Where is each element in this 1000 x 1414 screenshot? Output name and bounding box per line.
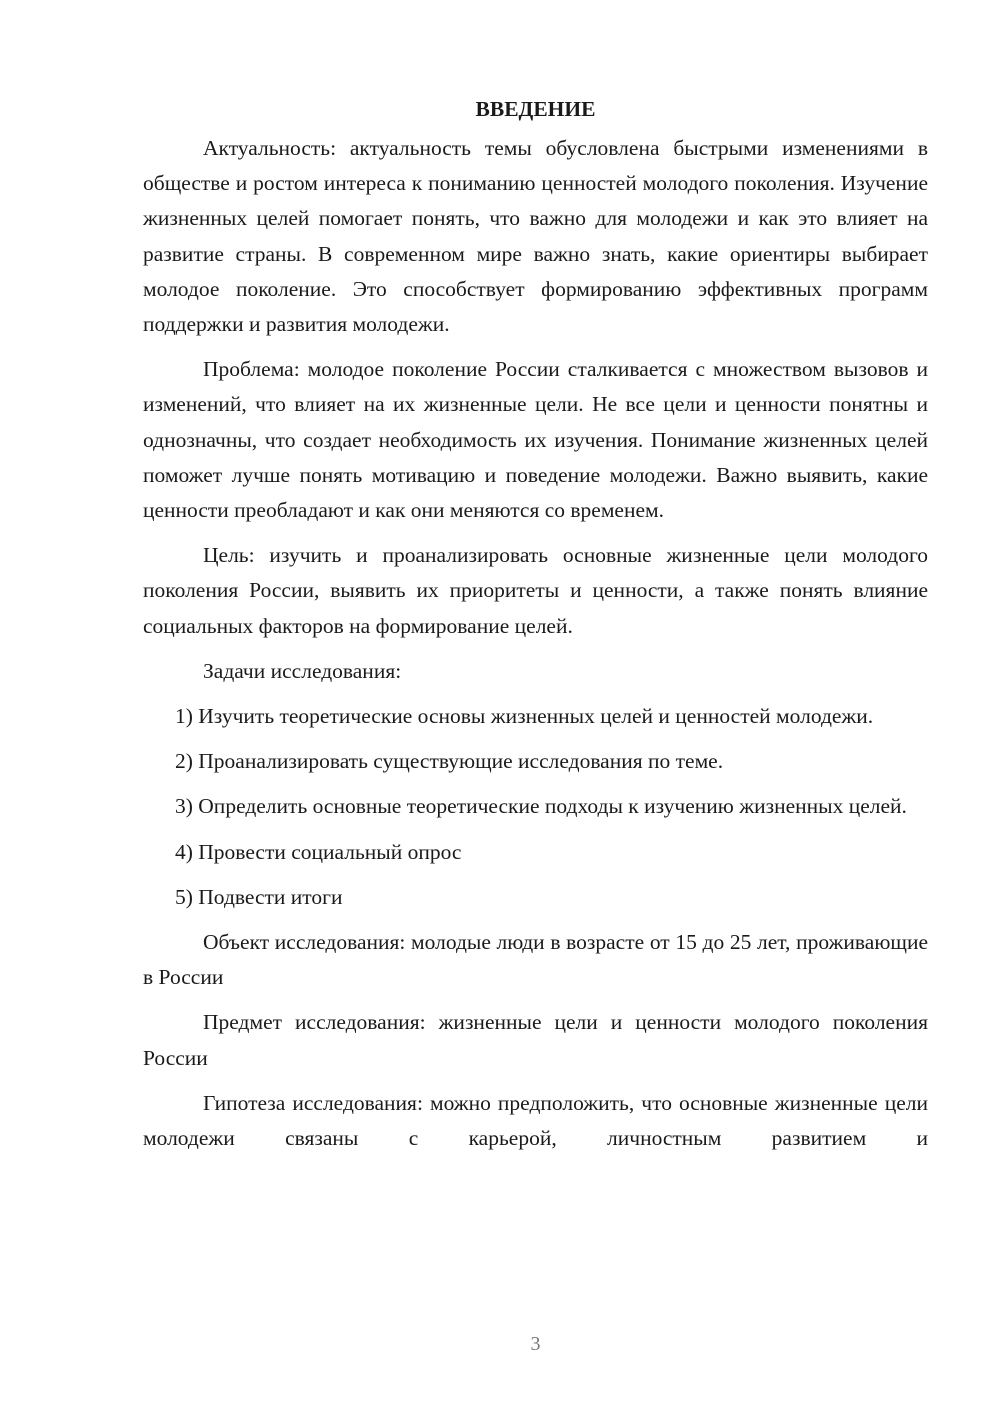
- document-page: [143, 92, 928, 1156]
- task-item: 5) Подвести итоги: [175, 884, 343, 909]
- task-item: 2) Проанализировать существующие исследования по теме.: [175, 749, 724, 774]
- task-item: 4) Провести социальный опрос: [175, 839, 462, 864]
- paragraph-subject: Предмет исследования: жизненные цели и ценности молодого поколения России: [143, 1010, 928, 1070]
- paragraph-object: Объект исследования: молодые люди в возрасте от 15 до 25 лет, проживающие в России: [143, 930, 928, 990]
- paragraph-hypothesis: Гипотеза исследования: можно предположить, что основные жизненные цели молодежи связаны с карьерой, личностным развитием и: [143, 1090, 928, 1151]
- paragraph-goal: Цель: изучить и проанализировать основные жизненные цели молодого поколения России, выявить их приоритеты и ценности, а также понять влияние социальных факторов на формирование целей.: [143, 543, 928, 638]
- tasks-heading: Задачи исследования:: [203, 658, 402, 683]
- paragraph-relevance: Актуальность: актуальность темы обусловлена быстрыми изменениями в обществе и ростом интереса к пониманию ценностей молодого поколения. Изучение жизненных целей помогает понять, что важно для молодежи и как это влияет на развитие страны. В современном мире важно знать, какие ориентиры выбирает молодое поколение. Это способствует формированию эффективных программ поддержки и развития молодежи.: [143, 136, 928, 337]
- paragraph-problem: Проблема: молодое поколение России сталкивается с множеством вызовов и изменений, что влияет на их жизненные цели. Не все цели и ценности понятны и однозначны, что создает необходимость их изучения. Понимание жизненных целей поможет лучше понять мотивацию и поведение молодежи. Важно выявить, какие ценности преобладают и как они меняются со временем.: [143, 357, 928, 523]
- page-number: 3: [530, 1333, 541, 1355]
- task-item: 1) Изучить теоретические основы жизненных целей и ценностей молодежи.: [175, 704, 874, 729]
- task-item: 3) Определить основные теоретические подходы к изучению жизненных целей.: [175, 794, 907, 819]
- section-title: ВВЕДЕНИЕ: [475, 97, 596, 121]
